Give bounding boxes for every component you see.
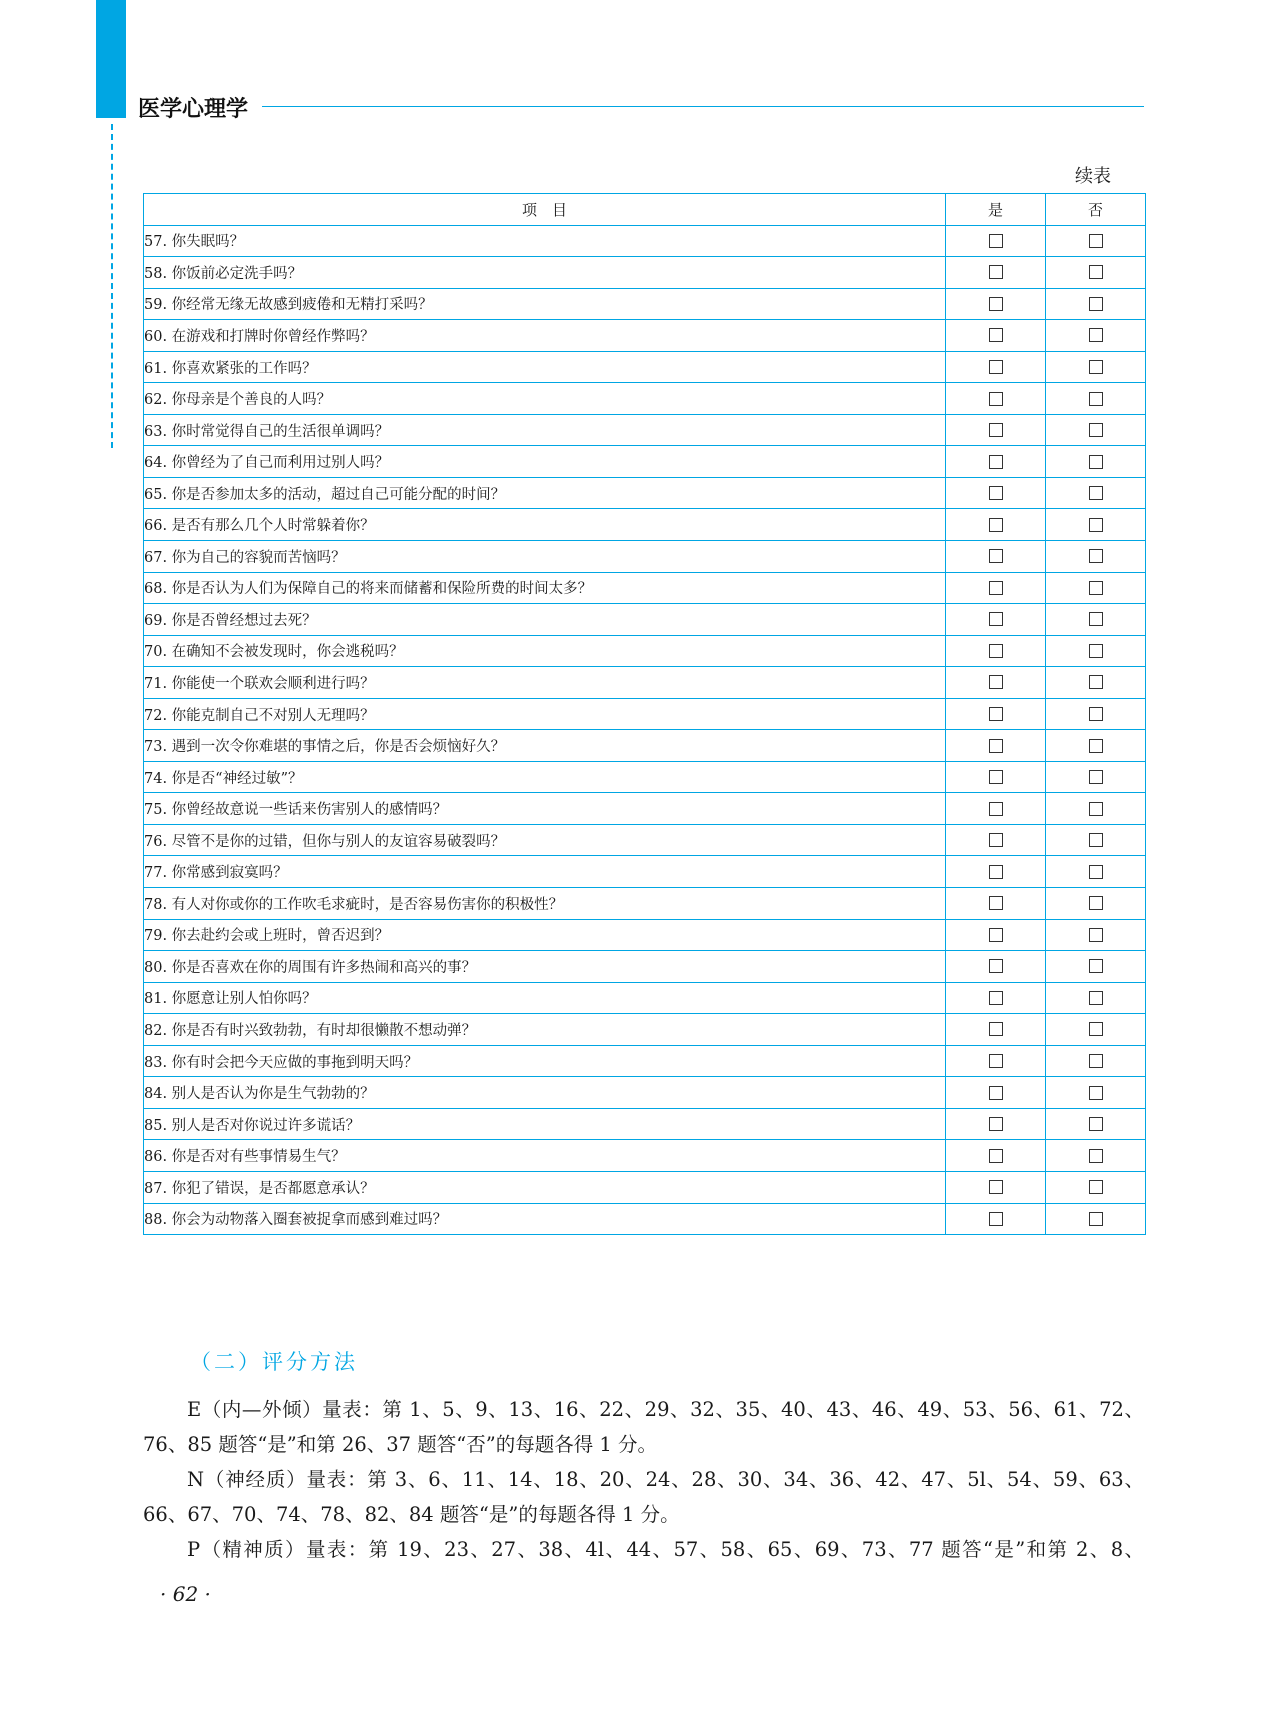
answer-yes-checkbox[interactable] xyxy=(989,297,1003,311)
answer-yes-cell xyxy=(946,793,1046,825)
answer-no-checkbox[interactable] xyxy=(1089,581,1103,595)
table-row xyxy=(144,351,1146,383)
table-row xyxy=(144,730,1146,762)
answer-yes-checkbox[interactable] xyxy=(989,675,1003,689)
answer-no-checkbox[interactable] xyxy=(1089,612,1103,626)
answer-no-cell xyxy=(1046,888,1146,920)
table-row xyxy=(144,667,1146,699)
answer-no-cell xyxy=(1046,509,1146,541)
question-text: 57. 你失眠吗？ xyxy=(144,225,946,257)
answer-yes-cell xyxy=(946,1077,1046,1109)
answer-no-checkbox[interactable] xyxy=(1089,896,1103,910)
table-row xyxy=(144,919,1146,951)
answer-no-checkbox[interactable] xyxy=(1089,707,1103,721)
answer-no-cell xyxy=(1046,982,1146,1014)
answer-yes-cell xyxy=(946,509,1046,541)
question-text: 88. 你会为动物落入圈套被捉拿而感到难过吗？ xyxy=(144,1203,946,1235)
question-text: 74. 你是否“神经过敏”？ xyxy=(144,761,946,793)
answer-yes-checkbox[interactable] xyxy=(989,644,1003,658)
answer-yes-cell xyxy=(946,951,1046,983)
question-text: 69. 你是否曾经想过去死？ xyxy=(144,604,946,636)
question-text: 61. 你喜欢紧张的工作吗？ xyxy=(144,351,946,383)
question-text: 64. 你曾经为了自己而利用过别人吗？ xyxy=(144,446,946,478)
answer-no-cell xyxy=(1046,698,1146,730)
answer-no-cell xyxy=(1046,383,1146,415)
paragraph-line: P（精神质）量表：第 19、23、27、38、4l、44、57、58、65、69、73、77 题答“是”和第 2、8、 xyxy=(187,1538,1144,1561)
answer-no-cell xyxy=(1046,604,1146,636)
answer-no-checkbox[interactable] xyxy=(1089,455,1103,469)
answer-yes-checkbox[interactable] xyxy=(989,1054,1003,1068)
question-text: 85. 别人是否对你说过许多谎话？ xyxy=(144,1108,946,1140)
answer-yes-checkbox[interactable] xyxy=(989,612,1003,626)
table-row xyxy=(144,320,1146,352)
answer-yes-checkbox[interactable] xyxy=(989,865,1003,879)
answer-yes-checkbox[interactable] xyxy=(989,1149,1003,1163)
question-text: 71. 你能使一个联欢会顺利进行吗？ xyxy=(144,667,946,699)
table-continued-label: 续表 xyxy=(1075,166,1111,187)
answer-yes-checkbox[interactable] xyxy=(989,549,1003,563)
question-text: 81. 你愿意让别人怕你吗？ xyxy=(144,982,946,1014)
question-text: 67. 你为自己的容貌而苦恼吗？ xyxy=(144,541,946,573)
answer-yes-cell xyxy=(946,414,1046,446)
table-body xyxy=(144,225,1146,1235)
answer-yes-checkbox[interactable] xyxy=(989,423,1003,437)
answer-no-cell xyxy=(1046,541,1146,573)
question-text: 79. 你去赴约会或上班时，曾否迟到？ xyxy=(144,919,946,951)
answer-yes-cell xyxy=(946,1203,1046,1235)
answer-yes-checkbox[interactable] xyxy=(989,959,1003,973)
answer-yes-cell xyxy=(946,383,1046,415)
answer-yes-cell xyxy=(946,667,1046,699)
table-row xyxy=(144,414,1146,446)
answer-no-cell xyxy=(1046,414,1146,446)
answer-yes-checkbox[interactable] xyxy=(989,455,1003,469)
answer-yes-checkbox[interactable] xyxy=(989,486,1003,500)
page-number: · 62 · xyxy=(160,1582,211,1606)
table-row xyxy=(144,951,1146,983)
table-row xyxy=(144,982,1146,1014)
table-row xyxy=(144,604,1146,636)
answer-no-checkbox[interactable] xyxy=(1089,1022,1103,1036)
answer-no-checkbox[interactable] xyxy=(1089,486,1103,500)
answer-yes-checkbox[interactable] xyxy=(989,581,1003,595)
answer-no-checkbox[interactable] xyxy=(1089,1086,1103,1100)
question-text: 84. 别人是否认为你是生气勃勃的？ xyxy=(144,1077,946,1109)
answer-no-checkbox[interactable] xyxy=(1089,297,1103,311)
answer-no-cell xyxy=(1046,351,1146,383)
question-text: 72. 你能克制自己不对别人无理吗？ xyxy=(144,698,946,730)
answer-no-cell xyxy=(1046,1077,1146,1109)
answer-no-cell xyxy=(1046,1014,1146,1046)
answer-yes-checkbox[interactable] xyxy=(989,234,1003,248)
section-title: （二）评分方法 xyxy=(190,1350,358,1374)
answer-yes-cell xyxy=(946,824,1046,856)
answer-no-cell xyxy=(1046,288,1146,320)
answer-no-checkbox[interactable] xyxy=(1089,360,1103,374)
answer-yes-checkbox[interactable] xyxy=(989,802,1003,816)
answer-yes-cell xyxy=(946,477,1046,509)
answer-no-cell xyxy=(1046,1203,1146,1235)
question-text: 78. 有人对你或你的工作吹毛求疵时，是否容易伤害你的积极性？ xyxy=(144,888,946,920)
answer-no-cell xyxy=(1046,572,1146,604)
question-text: 65. 你是否参加太多的活动，超过自己可能分配的时间？ xyxy=(144,477,946,509)
answer-no-checkbox[interactable] xyxy=(1089,328,1103,342)
table-row xyxy=(144,824,1146,856)
answer-yes-cell xyxy=(946,919,1046,951)
answer-no-checkbox[interactable] xyxy=(1089,1149,1103,1163)
answer-no-checkbox[interactable] xyxy=(1089,518,1103,532)
answer-yes-checkbox[interactable] xyxy=(989,360,1003,374)
answer-no-cell xyxy=(1046,667,1146,699)
table-row xyxy=(144,288,1146,320)
question-text: 80. 你是否喜欢在你的周围有许多热闹和高兴的事？ xyxy=(144,951,946,983)
answer-yes-cell xyxy=(946,635,1046,667)
header-rule xyxy=(262,106,1144,107)
answer-no-cell xyxy=(1046,1140,1146,1172)
table-row xyxy=(144,1108,1146,1140)
table-row xyxy=(144,572,1146,604)
question-text: 83. 你有时会把今天应做的事拖到明天吗？ xyxy=(144,1045,946,1077)
table-row xyxy=(144,446,1146,478)
answer-no-cell xyxy=(1046,1108,1146,1140)
header-yes: 是 xyxy=(946,194,1046,226)
answer-no-checkbox[interactable] xyxy=(1089,928,1103,942)
table-row xyxy=(144,225,1146,257)
question-text: 68. 你是否认为人们为保障自己的将来而储蓄和保险所费的时间太多？ xyxy=(144,572,946,604)
scoring-paragraph-p xyxy=(143,1532,1144,1567)
table-row xyxy=(144,541,1146,573)
answer-yes-cell xyxy=(946,446,1046,478)
answer-yes-checkbox[interactable] xyxy=(989,1086,1003,1100)
answer-yes-checkbox[interactable] xyxy=(989,1117,1003,1131)
answer-yes-checkbox[interactable] xyxy=(989,518,1003,532)
answer-yes-cell xyxy=(946,541,1046,573)
answer-yes-checkbox[interactable] xyxy=(989,739,1003,753)
answer-yes-checkbox[interactable] xyxy=(989,770,1003,784)
answer-yes-cell xyxy=(946,730,1046,762)
answer-no-checkbox[interactable] xyxy=(1089,423,1103,437)
answer-yes-cell xyxy=(946,761,1046,793)
answer-yes-checkbox[interactable] xyxy=(989,265,1003,279)
answer-yes-cell xyxy=(946,604,1046,636)
table-row xyxy=(144,383,1146,415)
answer-yes-cell xyxy=(946,1140,1046,1172)
answer-no-checkbox[interactable] xyxy=(1089,675,1103,689)
answer-yes-cell xyxy=(946,1108,1046,1140)
question-text: 62. 你母亲是个善良的人吗？ xyxy=(144,383,946,415)
answer-yes-checkbox[interactable] xyxy=(989,328,1003,342)
answer-no-cell xyxy=(1046,919,1146,951)
question-text: 76. 尽管不是你的过错，但你与别人的友谊容易破裂吗？ xyxy=(144,824,946,856)
answer-yes-cell xyxy=(946,1171,1046,1203)
answer-no-checkbox[interactable] xyxy=(1089,549,1103,563)
answer-no-checkbox[interactable] xyxy=(1089,1117,1103,1131)
table-row xyxy=(144,1140,1146,1172)
question-text: 63. 你时常觉得自己的生活很单调吗？ xyxy=(144,414,946,446)
answer-yes-cell xyxy=(946,572,1046,604)
answer-yes-checkbox[interactable] xyxy=(989,896,1003,910)
answer-no-cell xyxy=(1046,477,1146,509)
table-row xyxy=(144,761,1146,793)
question-text: 58. 你饭前必定洗手吗？ xyxy=(144,257,946,289)
answer-no-checkbox[interactable] xyxy=(1089,1054,1103,1068)
answer-yes-checkbox[interactable] xyxy=(989,392,1003,406)
answer-no-checkbox[interactable] xyxy=(1089,833,1103,847)
question-text: 82. 你是否有时兴致勃勃，有时却很懒散不想动弹？ xyxy=(144,1014,946,1046)
running-head: 医学心理学 xyxy=(138,97,249,122)
answer-yes-checkbox[interactable] xyxy=(989,991,1003,1005)
header-item: 项 目 xyxy=(144,194,946,226)
answer-no-cell xyxy=(1046,793,1146,825)
paragraph-line: N（神经质）量表：第 3、6、11、14、18、20、24、28、30、34、36、42、47、5l、54、59、63、 xyxy=(187,1468,1144,1491)
table-row xyxy=(144,1171,1146,1203)
answer-no-cell xyxy=(1046,856,1146,888)
answer-no-checkbox[interactable] xyxy=(1089,770,1103,784)
table-row xyxy=(144,698,1146,730)
answer-yes-cell xyxy=(946,257,1046,289)
answer-no-cell xyxy=(1046,761,1146,793)
table-row xyxy=(144,793,1146,825)
question-text: 87. 你犯了错误，是否都愿意承认？ xyxy=(144,1171,946,1203)
answer-no-checkbox[interactable] xyxy=(1089,991,1103,1005)
answer-no-cell xyxy=(1046,257,1146,289)
table-row xyxy=(144,635,1146,667)
header-no: 否 xyxy=(1046,194,1146,226)
paragraph-line: 66、67、70、74、78、82、84 题答“是”的每题各得 1 分。 xyxy=(143,1503,680,1526)
question-text: 60. 在游戏和打牌时你曾经作弊吗？ xyxy=(144,320,946,352)
table-row xyxy=(144,257,1146,289)
answer-yes-checkbox[interactable] xyxy=(989,833,1003,847)
question-text: 75. 你曾经故意说一些话来伤害别人的感情吗？ xyxy=(144,793,946,825)
answer-no-checkbox[interactable] xyxy=(1089,234,1103,248)
answer-no-cell xyxy=(1046,1171,1146,1203)
question-text: 77. 你常感到寂寞吗？ xyxy=(144,856,946,888)
answer-no-cell xyxy=(1046,225,1146,257)
answer-yes-cell xyxy=(946,320,1046,352)
answer-yes-cell xyxy=(946,698,1046,730)
answer-no-cell xyxy=(1046,446,1146,478)
answer-yes-cell xyxy=(946,288,1046,320)
questionnaire-table xyxy=(143,193,1146,1235)
question-text: 86. 你是否对有些事情易生气？ xyxy=(144,1140,946,1172)
table-row xyxy=(144,477,1146,509)
question-text: 66. 是否有那么几个人时常躲着你？ xyxy=(144,509,946,541)
answer-no-cell xyxy=(1046,824,1146,856)
answer-no-cell xyxy=(1046,951,1146,983)
answer-yes-checkbox[interactable] xyxy=(989,928,1003,942)
answer-yes-cell xyxy=(946,856,1046,888)
table-header-row xyxy=(144,194,1146,226)
answer-no-checkbox[interactable] xyxy=(1089,865,1103,879)
question-text: 70. 在确知不会被发现时，你会逃税吗？ xyxy=(144,635,946,667)
table-row xyxy=(144,856,1146,888)
answer-no-checkbox[interactable] xyxy=(1089,739,1103,753)
answer-no-cell xyxy=(1046,1045,1146,1077)
scoring-paragraph-n xyxy=(143,1462,1144,1532)
paragraph-line: 76、85 题答“是”和第 26、37 题答“否”的每题各得 1 分。 xyxy=(143,1433,658,1456)
answer-no-checkbox[interactable] xyxy=(1089,802,1103,816)
answer-yes-cell xyxy=(946,225,1046,257)
answer-yes-checkbox[interactable] xyxy=(989,1180,1003,1194)
table-row xyxy=(144,1203,1146,1235)
chapter-color-tab xyxy=(96,0,126,118)
answer-no-cell xyxy=(1046,635,1146,667)
answer-no-cell xyxy=(1046,730,1146,762)
answer-yes-cell xyxy=(946,351,1046,383)
answer-yes-checkbox[interactable] xyxy=(989,1212,1003,1226)
table-row xyxy=(144,509,1146,541)
answer-no-checkbox[interactable] xyxy=(1089,959,1103,973)
question-text: 59. 你经常无缘无故感到疲倦和无精打采吗？ xyxy=(144,288,946,320)
answer-no-checkbox[interactable] xyxy=(1089,1180,1103,1194)
answer-no-cell xyxy=(1046,320,1146,352)
table-row xyxy=(144,1014,1146,1046)
answer-yes-checkbox[interactable] xyxy=(989,1022,1003,1036)
answer-no-checkbox[interactable] xyxy=(1089,644,1103,658)
table-row xyxy=(144,888,1146,920)
question-text: 73. 遇到一次令你难堪的事情之后，你是否会烦恼好久？ xyxy=(144,730,946,762)
scoring-paragraph-e xyxy=(143,1392,1144,1462)
answer-yes-cell xyxy=(946,888,1046,920)
answer-yes-cell xyxy=(946,1014,1046,1046)
answer-yes-checkbox[interactable] xyxy=(989,707,1003,721)
margin-dotted-line xyxy=(111,124,113,448)
answer-no-checkbox[interactable] xyxy=(1089,265,1103,279)
answer-no-checkbox[interactable] xyxy=(1089,1212,1103,1226)
table-row xyxy=(144,1045,1146,1077)
table-row xyxy=(144,1077,1146,1109)
answer-yes-cell xyxy=(946,982,1046,1014)
paragraph-line: E（内—外倾）量表：第 1、5、9、13、16、22、29、32、35、40、43、46、49、53、56、61、72、 xyxy=(187,1398,1144,1421)
answer-no-checkbox[interactable] xyxy=(1089,392,1103,406)
answer-yes-cell xyxy=(946,1045,1046,1077)
